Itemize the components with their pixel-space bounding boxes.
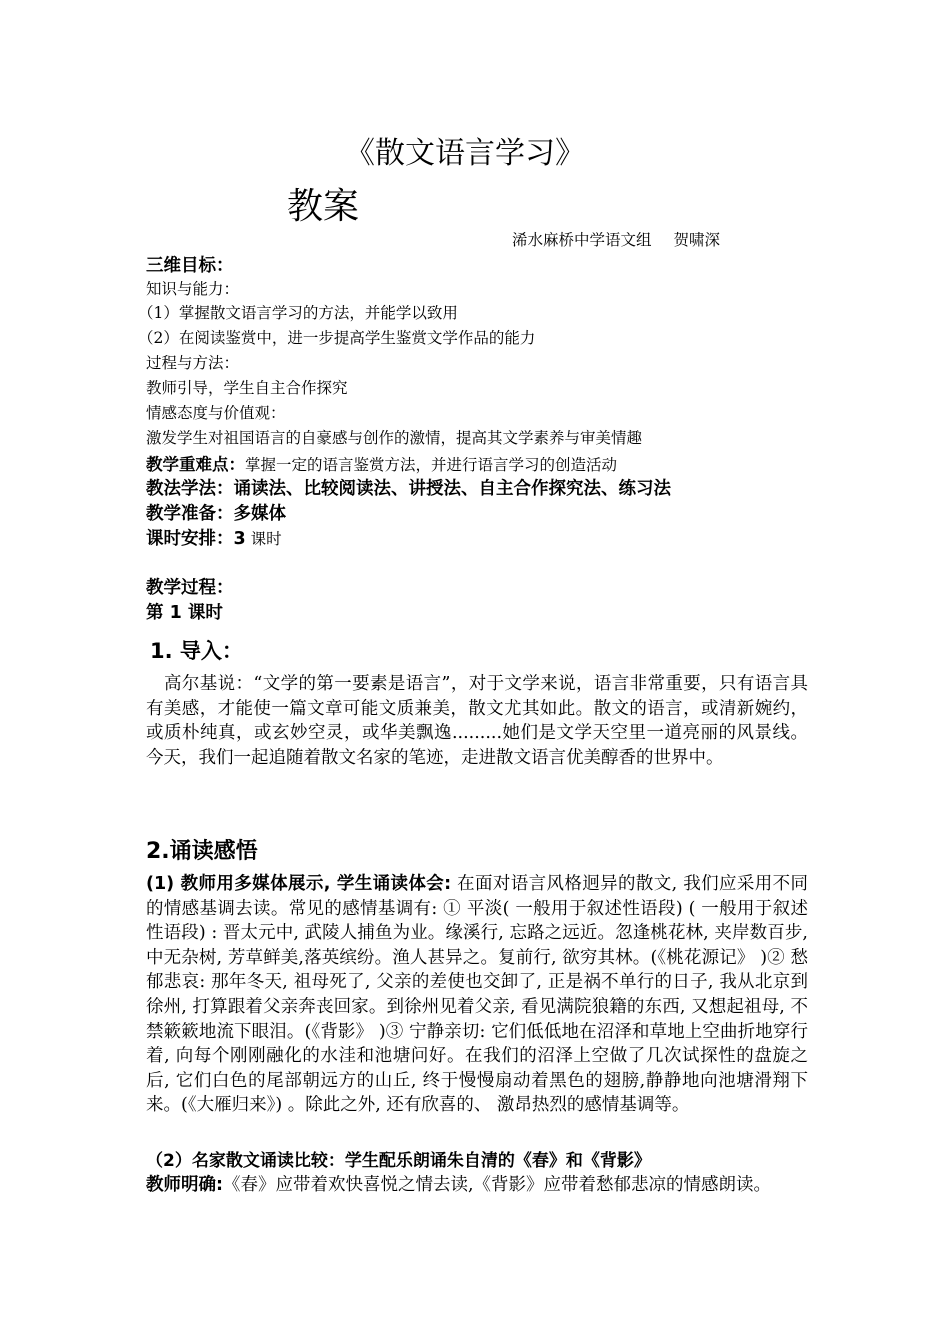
- methods-text: 诵读法、比较阅读法、讲授法、自主合作探究法、练习法: [233, 479, 671, 499]
- teacher-conclusion-text: 《春》应带着欢快喜悦之情去读,《背影》应带着愁郁悲凉的情感朗读。: [223, 1175, 772, 1195]
- author-name: 贺啸深: [673, 231, 721, 249]
- schedule-line: [146, 525, 282, 550]
- knowledge-item-1: （1）掌握散文语言学习的方法，并能学以致用: [138, 304, 458, 322]
- emotion-text: 激发学生对祖国语言的自豪感与创作的激情，提高其文学素养与审美情趣: [146, 429, 643, 447]
- key-points-text: 掌握一定的语言鉴赏方法，并进行语言学习的创造活动: [245, 456, 618, 474]
- goals-heading: 三维目标：: [146, 256, 234, 276]
- schedule-label: 课时安排：: [146, 529, 234, 549]
- author-line: [512, 228, 720, 250]
- section2-part1-label: (1) 教师用多媒体展示, 学生诵读体会:: [146, 874, 452, 894]
- process-text: 教师引导，学生自主合作探究: [146, 379, 348, 397]
- section2-part1: [146, 872, 808, 1118]
- teacher-conclusion-label: 教师明确:: [146, 1175, 223, 1195]
- document-subtitle: 教案: [287, 186, 360, 227]
- preparation-label: 教学准备：: [146, 504, 234, 524]
- key-points-label: 教学重难点：: [146, 455, 245, 474]
- section2-part1-text: 在面对语言风格迥异的散文, 我们应采用不同的情感基调去读。常见的感情基调有: ① 平淡( 一般用于叙述性语段) ( 一般用于叙述性语段) : 晋太元中, 武陵人捕鱼为业。缘溪行, 忘路之远近。忽逢桃花林, 夹岸数百步, 中无杂树, 芳草鲜美,落英缤纷。渔人甚异之。复前行, 欲穷其林。(《桃花源记》 )② 愁郁悲哀: 那年冬天, 祖母死了, 父亲的差使也交卸了, 正是祸不单行的日子, 我从北京到徐州, 打算跟着父亲奔丧回家。到徐州见着父亲, 看见满院狼籍的东西, 又想起祖母, 不禁簌簌地流下眼泪。(《背影》 )③ 宁静亲切: 它们低低地在沼泽和草地上空曲折地穿行着, 向每个刚刚融化的水洼和池塘问好。在我们的沼泽上空做了几次试探性的盘旋之后, 它们白色的尾部朝远方的山丘, 终于慢慢扇动着黑色的翅膀,静静地向池塘滑翔下来。(《大雁归来》) 。除此之外, 还有欣喜的、 激昂热烈的感情基调等。: [146, 874, 808, 1116]
- lesson-label: 第 1 课时: [146, 603, 223, 623]
- methods-line: [146, 475, 671, 500]
- teacher-conclusion: [146, 1171, 771, 1196]
- section2-heading: 2.诵读感悟: [146, 839, 258, 864]
- preparation-line: [146, 500, 286, 525]
- emotion-label: 情感态度与价值观：: [146, 404, 286, 422]
- process-heading: 教学过程：: [146, 578, 234, 598]
- process-label: 过程与方法：: [146, 354, 240, 372]
- knowledge-item-2: （2）在阅读鉴赏中，进一步提高学生鉴赏文学作品的能力: [138, 329, 536, 347]
- preparation-text: 多媒体: [233, 504, 286, 524]
- author-org: 浠水麻桥中学语文组: [512, 231, 652, 249]
- section1-paragraph: 高尔基说：“文学的第一要素是语言”，对于文学来说，语言非常重要，只有语言具有美感，才能使一篇文章可能文质兼美，散文尤其如此。散文的语言，或清新婉约，或质朴纯真，或玄妙空灵，或华美飘逸.........她们是文学天空里一道亮丽的风景线。今天，我们一起追随着散文名家的笔迹，走进散文语言优美醇香的世界中。: [146, 674, 808, 768]
- knowledge-label: 知识与能力：: [146, 280, 240, 298]
- schedule-unit: 课时: [245, 530, 282, 548]
- methods-label: 教法学法：: [146, 479, 234, 499]
- document-title: 《散文语言学习》: [345, 136, 585, 171]
- key-points-line: [146, 451, 617, 475]
- section2-part2: （2）名家散文诵读比较：学生配乐朗诵朱自清的《春》和《背影》: [146, 1151, 651, 1171]
- schedule-number: 3: [233, 529, 246, 549]
- section1-heading: 1. 导入：: [150, 639, 243, 663]
